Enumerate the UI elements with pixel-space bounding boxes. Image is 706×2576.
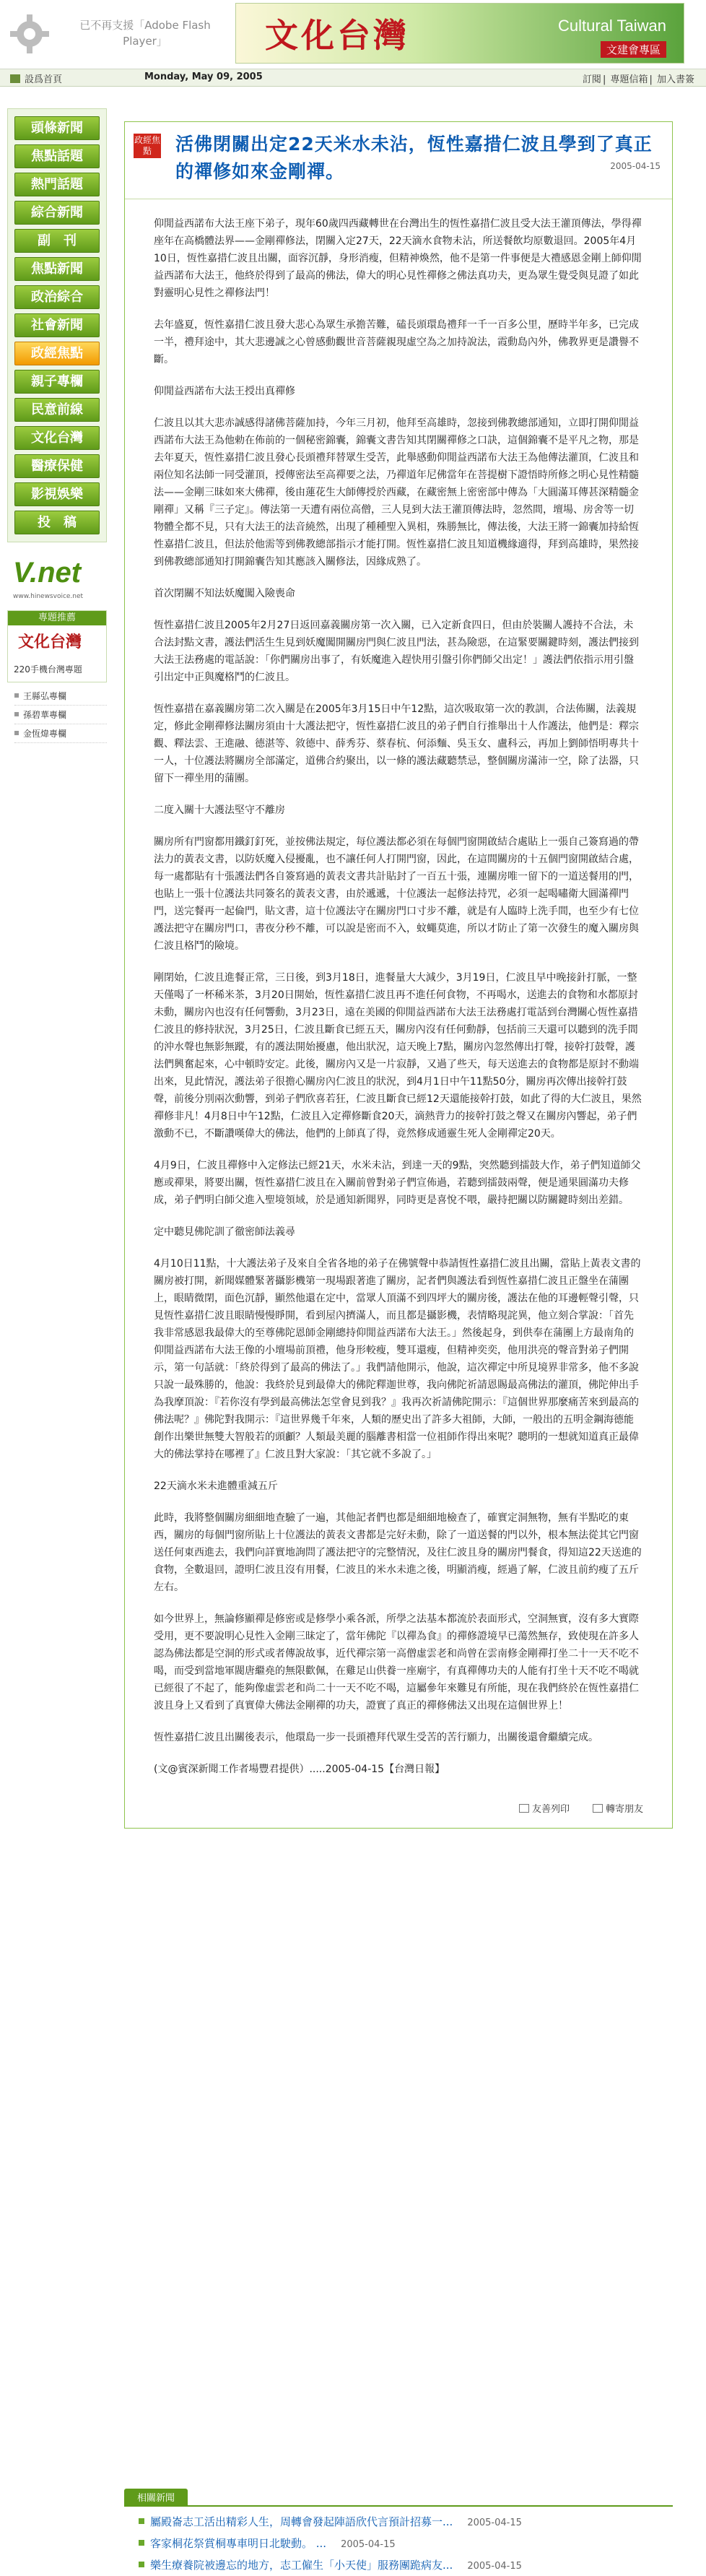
article-paragraph: 如今世界上，無論修顯禪是修密或是修學小乘各派，所學之法基本都流於表面形式，空洞無實，沒有多大實際受用，更不要說明心見性入金剛三昧定了，當年佛陀『以禪為食』的禪修證境早已蕩然無存，致使現在許多人認為佛法都是空洞的形式或者傳說故事，近代禪宗第一高僧虛雲老和尚曾在雲南修金剛禪打坐二十一天不吃不喝，而受到當地軍閥唐繼堯的無限歡佩，在雞足山供養一座廟宇，有真禪傳功夫的人能有打坐十天不吃不喝就已經很了不起了，能夠像虛雲老和尚二十一天不吃不喝，這屬參年來難見有所能，現在我們終於在恆性嘉措仁波且身上又看到了真實偉大佛法金剛禪的功夫，證實了真正的禪修佛法又出現在這個世界上！: [154, 1613, 639, 1712]
bullet-icon: [14, 731, 19, 735]
vnet-logo: V.net: [13, 557, 82, 589]
article-paragraph: 恆性嘉措在嘉義關房第二次入關是在2005年3月15日中午12點，這次吸取第一次的教訓，合法佈關，法義規定，修此金剛禪修法關房須由十大護法把守，恆性嘉措仁波且的弟子們自行推舉出十人作護法，他們是：釋宗觀、釋法雲、王進融、德湛等、敘德中、薛秀芬、蔡春杭、何添麵、吳玉女、盧科云，再加上劉師悟明專共十一人，十位護法將關房全部滿定，道佛合約聚出，以一條的護法藏聽禁忌，整個關房滿沛一空，除了法器，只留下一禪坐用的蒲團。: [154, 703, 639, 784]
article-body: [125, 199, 672, 1801]
article-subheading: 仰閒益西諾布大法王授出真禪修: [154, 386, 295, 397]
article-paragraph: 仁波且以其大悲赤誠感得諸佛菩薩加持，今年三月初，他拜至高雄時，忽接到佛教總部通知，立即打開仰閒益西諾布大法王為他勅在佈前的一個秘密錦囊，錦囊文書告知其閉關禪修之口訣，這個錦囊不是平凡之物，那是去年夏天，恆性嘉措仁波且發心長頭禮拜替眾生受苦，此舉感動仰閒益西諾布大法王為他傳法灌頂，仁波且和兩位知名法師一同受灌頂，授傳密法至高禪要之法，乃禪道年尼佛當年在菩提樹下證悟時所修之明心見性精髓法——金剛三昧如來大佛禪，後由蓮花生大師傳授於西藏，在藏密無上密密部中傳為「大圓滿耳傳甚深精髓金剛禪」又稱『三子定』。傳法第一天遭有兩位高僧，三人見到大法王灌頂傳法時，忽然間，壇場、房舍等一切物體全都不見，只有大法王的法音繞然，出現了種種聖入異相，殊勝無比，傳法後，大法王將一錦囊加持給恆性嘉措仁波且，但法於他需等到佛教總部指示才能打開。恆性嘉措仁波且知道機緣適得，拜到高雄時，果然接到佛教總部通知打開錦囊告知其應該入關修法，因緣成熟了。: [154, 417, 639, 568]
article-paragraph: 定中聽見佛陀訓了徹密師法義尋: [154, 1226, 295, 1238]
article-paragraph: 恆性嘉措仁波且2005年2月27日返回嘉義關房第一次入關，已入定新食四日，但由於裝關人護持不合法，未合法封點文書，護法們活生生見到妖魔闖開關房門與仁波且門法，甚為險惡，在這緊要關鍵時刻，護法們接到大法王法務處的電話說：「你們關房出事了，有妖魔進入趕快用引盤引你們師父出定！」護法們依指示用引盤引出定中正與魔格鬥的仁波且。: [154, 620, 639, 683]
section-tag: 政經焦點: [134, 134, 161, 158]
article-paragraph: 去年盛夏，恆性嘉措仁波且發大悲心為眾生承擔苦難，磕長頭環島禮拜一千一百多公里，歷時半年多，已完成一半，禮拜途中，其大悲邊誠之心曾感動觀世音菩薩親現虛空為之加持說法，霞動島內外，佛教界更是讚譽不斷。: [154, 319, 639, 365]
menu-item[interactable]: 民意前線: [14, 398, 100, 422]
mail-icon: [593, 1804, 603, 1813]
menu-item[interactable]: 社會新聞: [14, 313, 100, 337]
article-paragraph: 仰閒益西諾布大法王座下弟子，現年60歲四西藏轉世在台灣出生的恆性嘉措仁波且受大法王灌頂傳法，學得禪座年在高橋體法界——金剛禪修法，閉關入定27天，22天滴水食物未沾，所送餐飲均原數退回。2005年4月10日，恆性嘉措仁波且出關，面容沉靜，身形消瘦，但精神煥然，他不是第一件事便是大禮感恩金剛上師仰閒益西諾布大法王，他終於得到了最高的佛法，偉大的明心見性禪修之佛法真功夫，更為眾生覺受與見證了如此對靈明心見性之禪修法門！: [154, 218, 642, 299]
publish-date: 2005-04-15: [610, 161, 661, 171]
vnet-logo-box[interactable]: [7, 555, 107, 606]
top-nav-bar: [0, 69, 706, 87]
banner-title: 文化台灣: [265, 16, 409, 55]
recommend-title: 專題推薦: [8, 611, 106, 625]
bullet-icon: [139, 2540, 144, 2546]
home-icon: [10, 74, 20, 83]
bullet-icon: [14, 693, 19, 698]
menu-item[interactable]: 焦點新聞: [14, 257, 100, 281]
article-paragraph: 22天滴水米未進體重減五斤: [154, 1480, 278, 1492]
related-news-item[interactable]: 客家桐花祭賞桐專車明日北駛動。 ... 2005-04-15: [139, 2533, 673, 2554]
menu-item[interactable]: 親子專欄: [14, 370, 100, 394]
subscribe-link[interactable]: 訂閱: [582, 74, 601, 85]
article-paragraph: 關房所有門窗都用鐵釘釘死，並按佛法規定，每位護法都必須在每個門窗開啟結合處貼上一張自己簽寫過的帶法力的黃表文書，以防妖魔入侵擾亂，也不讓任何人打開門窗，因此，在這間關房的十五個門窗開啟結合處，每一處都貼有十張護法們各自簽寫過的黃表文書共計貼封了一百五十張，連關房唯一留下的一道送餐用的門，也貼上一張十位護法共同簽名的黃表文書，由於遞遞，十位護法一起修法持咒，必須一起喝嘯衛大圓滿禪門門，送完餐再一起倫門，貼文書，這十位護法守在關房門口寸步不離，就是有人臨時上洗手間，也至少有七位護法把守在關房門口，書夜分秒不離，可以說是密而不入，蚊蠅莫進，所以才防止了第一次發生的魔入關房與仁波且格鬥的險境。: [154, 836, 639, 952]
forward-friend-button[interactable]: 轉寄朋友: [593, 1801, 643, 1815]
header: [0, 0, 706, 69]
menu-item[interactable]: 醫療保健: [14, 454, 100, 478]
gear-logo-icon: [9, 13, 51, 55]
menu-item[interactable]: 政經焦點: [14, 342, 100, 365]
column-link[interactable]: 金恆煒專欄: [14, 724, 107, 743]
left-sidebar: [7, 108, 107, 747]
current-date: Monday, May 09, 2005: [144, 71, 263, 82]
menu-item[interactable]: 頭條新聞: [14, 116, 100, 140]
article-paragraph: 恆性嘉措仁波且出關後表示，他環島一步一長頭禮拜代眾生受苦的苦行願力，出關後還會繼續完成。: [154, 1732, 598, 1743]
recommend-caption: 220手機台灣專題: [14, 664, 82, 675]
article-tools: [125, 1801, 672, 1828]
menu-item[interactable]: 影視娛樂: [14, 482, 100, 506]
related-news-item[interactable]: 樂生療養院被邊忘的地方，志工僱生「小天使」服務團跪病友... 2005-04-15: [139, 2554, 673, 2576]
section-menu: [7, 108, 107, 542]
bookmark-link[interactable]: 加入書簽: [656, 74, 694, 85]
menu-item[interactable]: 文化台灣: [14, 426, 100, 450]
menu-item[interactable]: 綜合新聞: [14, 201, 100, 225]
related-news-list: [124, 2505, 673, 2576]
menu-item[interactable]: 投 稿: [14, 511, 100, 534]
column-link[interactable]: 王縣弘專欄: [14, 687, 107, 706]
article-panel: [124, 121, 673, 1829]
recommend-box: [7, 610, 107, 682]
article-subheading: 二度入關十大護法堅守不離房: [154, 805, 285, 816]
print-icon: [519, 1804, 529, 1813]
menu-item[interactable]: 副 刊: [14, 229, 100, 253]
menu-item[interactable]: 焦點話題: [14, 144, 100, 168]
article-header: [125, 122, 672, 199]
recommend-logo: 文化台灣: [18, 633, 82, 651]
cultural-taiwan-banner[interactable]: [235, 3, 684, 64]
print-friendly-button[interactable]: 友善列印: [519, 1801, 570, 1815]
column-link[interactable]: 孫碧華專欄: [14, 706, 107, 724]
article-paragraph: (文@賓深新聞工作者場豐君提供）.....2005-04-15【台灣日報】: [154, 1764, 445, 1775]
recommend-banner[interactable]: [8, 625, 106, 682]
menu-item[interactable]: 熱門話題: [14, 173, 100, 196]
banner-subtitle: 文建會專區: [601, 41, 666, 58]
related-news-item[interactable]: 屬殿崙志工活出精彩人生，周轉會發起陣語欣代言預計招募一... 2005-04-15: [139, 2511, 673, 2533]
bullet-icon: [14, 712, 19, 716]
article-title: 活佛閉關出定22天米水未沾，恆性嘉措仁波且學到了真正的禪修如來金剛禪。: [175, 134, 653, 182]
article-paragraph: 剛閉始，仁波且進餐正常，三日後，到3月18日，進餐量大大減少，3月19日，仁波且早中晚接針打脈，一整天僅喝了一杯稀米茶，3月20日開始，恆性嘉措仁波且再不進任何食物，不再喝水，送進去的食物和水都原封未動，關房內也沒有任何響動，3月23日，遠在美國的仰閒益西諾布大法王法務處打電話到台灣關心恆性嘉措仁波且的修持狀況，3月25日，仁波且斷食已經五天，關房內沒有任何動靜，包括前三天還可以聽到的洗手間的沖水聲也無影無蹤，有的護法開始擾慮，他出狀況，這天晚上7點，關房內忽然傳出打聲，接幹打鼓聲，護法們興奮起來，心中頓時安定。此後，關房內又是一片寂靜，又過了些天，每天送進去的食物都是原封不動端出來，見此情況，護法弟子很擔心關房內仁波且的狀況，到4月1日中午11點50分，關房再次傳出接幹打鼓聲，前後分別兩次動響，到弟子們欣喜若狂，仁波且斷食已經12天還能接幹打鼓，如此了得的大仁波且，果然禪修非凡！4月8日中午12點，仁波且入定禪修斷食20天，滴熱背力的接幹打鼓之聲又在關房內響起，弟子們激動不已，不斷讚嘆偉大的佛法，他們的上師真了得，竟然修成通靈生死人金剛禪定20天。: [154, 972, 642, 1140]
topic-mailbox-link[interactable]: 專題信箱: [610, 74, 648, 85]
related-news: [124, 2489, 673, 2576]
menu-item[interactable]: 政治綜合: [14, 285, 100, 309]
bullet-icon: [139, 2518, 144, 2524]
flash-notice: 已不再支援「Adobe Flash Player」: [79, 19, 211, 48]
top-links: 訂閱 | 專題信箱 | 加入書簽: [582, 74, 694, 85]
banner-english: Cultural Taiwan: [557, 17, 666, 35]
vnet-url: www.hinewsvoice.net: [13, 593, 84, 600]
column-links: [7, 682, 107, 747]
set-home-link[interactable]: 設爲首頁: [10, 71, 62, 85]
related-news-title: 相關新聞: [124, 2489, 188, 2505]
bullet-icon: [139, 2562, 144, 2567]
article-subheading: 4月9日，仁波且禪修中入定修法已經21天，水米未沾，到達一天的9點，突然聽到擂鼓大作，弟子們知道師父應或禪果，將要出關，恆性嘉措仁波且在入關前曾對弟子們宣佈過，若聽到擂鼓兩聲，便是通果圓滿功夫修成，弟子們明白師父進入聖境領域，於是通知新聞界，同時更是喜悅不喂，嚴持把關以防關鍵時刻出差錯。: [154, 1160, 641, 1206]
article-subheading: 首次閉關不知法妖魔闖入險喪命: [154, 588, 295, 599]
article-subheading: 4月10日11點，十大護法弟子及來自全省各地的弟子在佛號聲中恭請恆性嘉措仁波且出關，當貼上黃表文書的關房被打開，新聞媒體緊著攝影機第一現場跟著進了關房，記者們與護法看到恆性嘉措仁波且正盤坐在蒲團上，眼睛微閉，面色沉靜，顯然他還在定中，當眾人頂滿不到四坪大的關房後，護法在他的耳邊輕聲引聲，只見恆性嘉措仁波且眼睛慢慢睜開，看到屋內擠滿人，而且都是攝影機，表情略現詫異，他立刻合掌說：「首先我非常感恩我最偉大的至尊佛陀恩師金剛總持仰閒益西諾布大法王。」然後起身，到供奉在蒲團上方最南角的仰閒益西諾布大法王像的小壇場前頂禮，他身形較瘦，雙耳還瘦，但精神奕奕，他用洪亮的聲音對弟子們開示，第一句話就：「終於得到了最高的佛法了。」我們請他開示，他說，這次禪定中所見境界非常多，他不多說只說一最殊勝的，他說：我終於見到最偉大的佛陀釋迦世尊，我向佛陀祈請恩賜最高佛法的灌頂，佛陀伸出手為我摩頂說：『若你沒有學到最高佛法怎堂會見到我？』我再次祈請佛陀開示：『這個世界那麼痛苦來到最高的佛法呢？』佛陀對我開示：『這世界幾千年來，人類的歷史出了許多大祖師，大師，一般出的五明金鋼海德能創作出樂世無雙大智般若的頭顱？人類最美麗的腦離書相當一位祖師作得出來呢？聰明的一想就知道真正最偉大的佛法掌持在哪裡了』仁波且對大家說：「其它就不多說了。」: [154, 1258, 641, 1460]
article-paragraph: 此時，我將整個關房細細地查驗了一遍，其他記者們也都是細細地檢查了，確實定洞無物，無有半點吃的東西，關房的每個門窗所貼上十位護法的黃表文書都是完好未動，除了一道送餐的門以外，根本無法從其它門窗送任何東西進去，我們向詳實地詢問了護法把守的完整情況，及往仁波且身的關房門餐食，得知這22天送進的食物，全數退回，證明仁波且沒有用餐，仁波且的米水未進之後，明顯消瘦，經過了解，仁波且前約瘦了五斤左右。: [154, 1512, 642, 1593]
